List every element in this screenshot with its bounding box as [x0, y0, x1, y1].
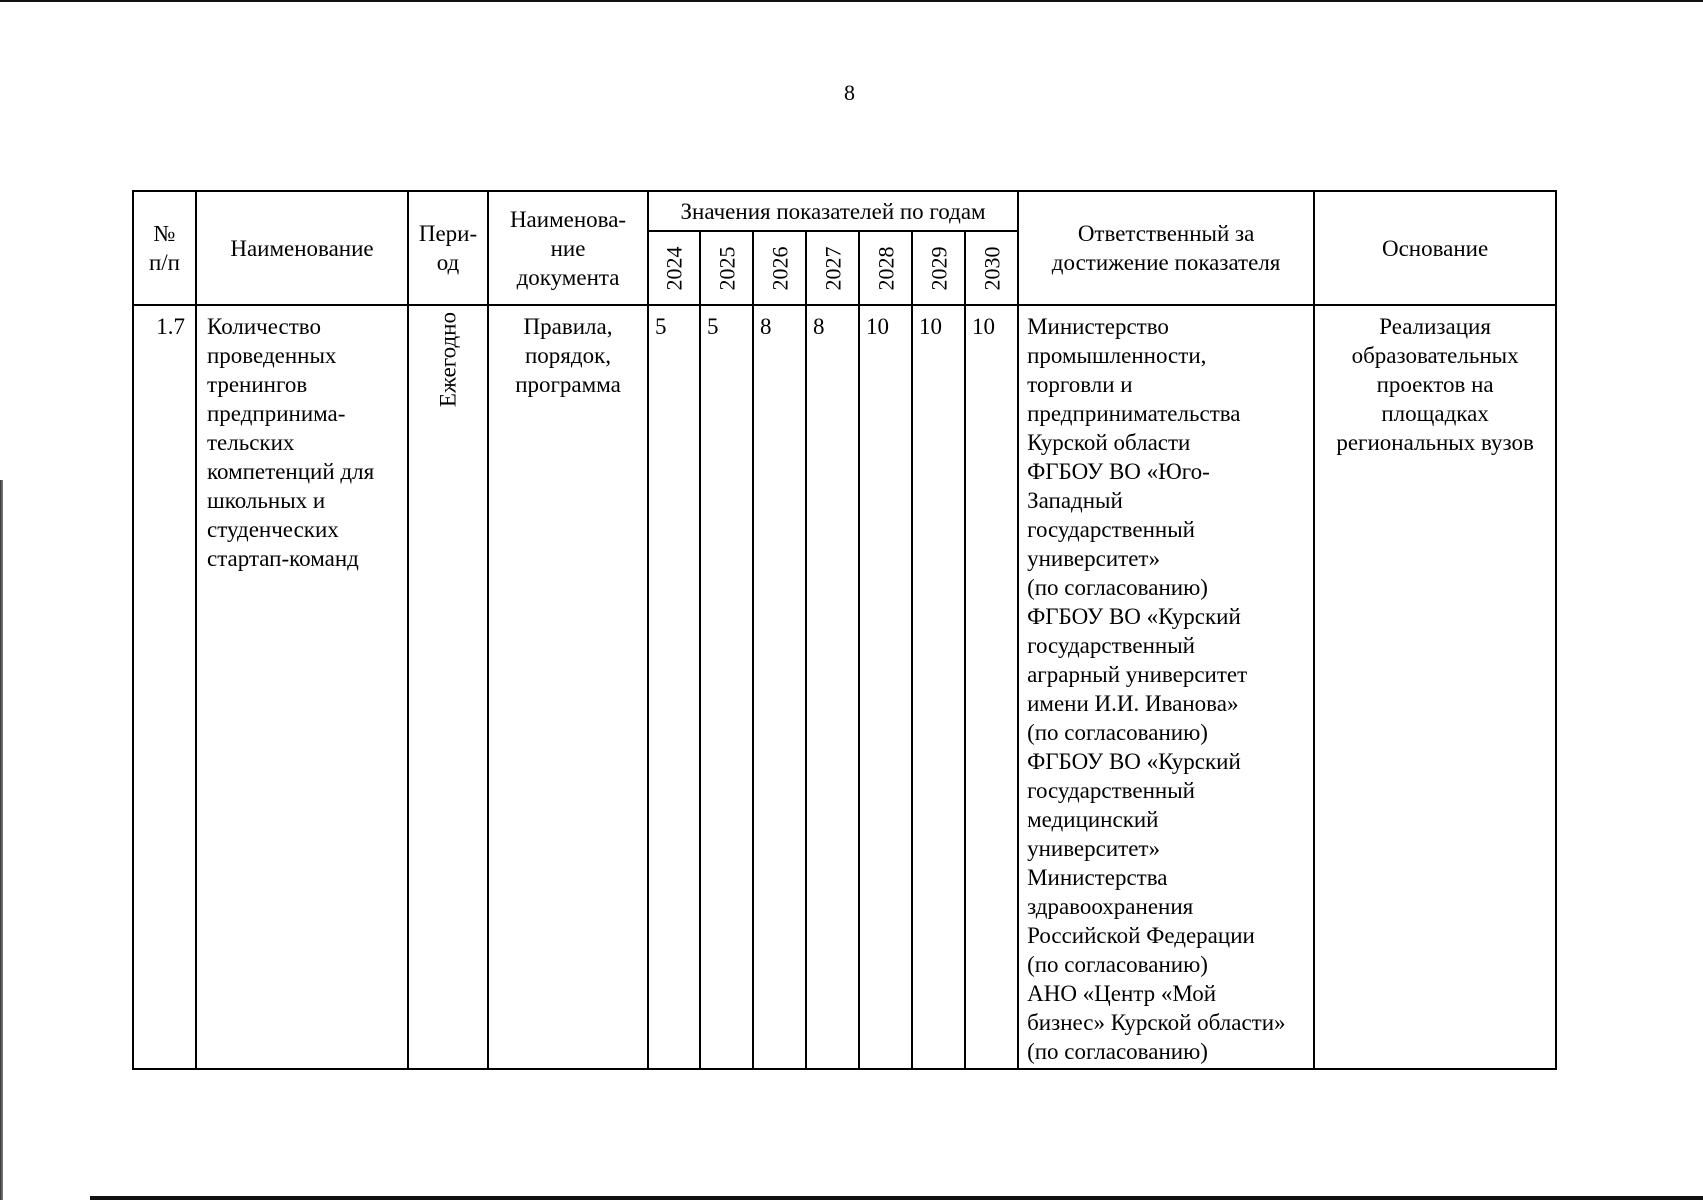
- row-responsible-line: здравоохранения: [1027, 894, 1194, 919]
- row-responsible-line: (по согласованию): [1027, 952, 1208, 977]
- header-period: [408, 191, 488, 305]
- row-responsible-line: медицинский: [1027, 807, 1159, 832]
- row-responsible-line: предпринимательства: [1027, 401, 1241, 426]
- row-responsible-line: ФГБОУ ВО «Курский: [1027, 604, 1241, 629]
- row-responsible-line: бизнес» Курской области»: [1027, 1010, 1286, 1035]
- row-document-line: порядок,: [524, 343, 611, 368]
- header-responsible-line: достижение показателя: [1051, 250, 1281, 275]
- row-basis-line: образовательных: [1351, 343, 1519, 368]
- header-year: [806, 231, 859, 305]
- row-responsible-line: Западный: [1027, 488, 1123, 513]
- header-year-label: 2024: [661, 246, 687, 290]
- header-document: [488, 191, 648, 305]
- row-document: [488, 305, 648, 1069]
- row-name-line: тренингов: [207, 372, 308, 397]
- header-year: [753, 231, 806, 305]
- row-name-line: тельских: [207, 430, 295, 455]
- row-value-2028: 10: [859, 305, 912, 1069]
- row-name: [196, 305, 408, 1069]
- row-name-line: школьных и: [207, 488, 326, 513]
- row-responsible-line: Курской области: [1027, 430, 1191, 455]
- row-value-2024: 5: [648, 305, 700, 1069]
- header-num-line: №: [153, 221, 176, 246]
- row-period: [408, 305, 488, 1069]
- header-document-line: документа: [516, 264, 620, 290]
- row-value-2025: 5: [700, 305, 753, 1069]
- header-year: [648, 231, 700, 305]
- row-responsible-line: ФГБОУ ВО «Юго-: [1027, 459, 1210, 484]
- header-year: [859, 231, 912, 305]
- row-responsible-line: университет»: [1027, 836, 1160, 861]
- row-name-line: компетенций для: [207, 459, 375, 484]
- row-responsible-line: имени И.И. Иванова»: [1027, 691, 1239, 716]
- row-responsible: [1018, 305, 1314, 1069]
- row-basis-line: площадках: [1381, 401, 1489, 426]
- header-responsible: [1018, 191, 1314, 305]
- header-year: [700, 231, 753, 305]
- header-year: [912, 231, 965, 305]
- row-responsible-line: АНО «Центр «Мой: [1027, 981, 1217, 1006]
- scan-edge-left: [0, 480, 3, 1200]
- header-year-label: 2029: [926, 246, 951, 290]
- header-row: [133, 191, 1556, 231]
- row-value-2030: 10: [965, 305, 1018, 1069]
- scan-edge-bottom: [90, 1196, 1703, 1200]
- row-basis-line: проектов на: [1376, 372, 1494, 397]
- header-basis: Основание: [1314, 191, 1556, 305]
- row-responsible-line: ФГБОУ ВО «Курский: [1027, 749, 1241, 774]
- header-year: [965, 231, 1018, 305]
- row-responsible-line: торговли и: [1027, 372, 1133, 397]
- header-values-caption: Значения показателей по годам: [648, 191, 1018, 231]
- table-row: [133, 305, 1556, 1069]
- row-responsible-line: государственный: [1027, 778, 1195, 803]
- header-period-line: Пери-: [418, 221, 478, 246]
- header-document-line: Наименова-: [509, 206, 627, 232]
- header-num: [133, 191, 196, 305]
- row-name-line: Количество: [207, 314, 321, 339]
- row-responsible-line: государственный: [1027, 517, 1195, 542]
- row-num: 1.7: [133, 305, 196, 1069]
- row-name-line: студенческих: [207, 517, 339, 542]
- row-responsible-line: (по согласованию): [1027, 575, 1208, 600]
- row-responsible-line: промышленности,: [1027, 343, 1207, 368]
- row-name-line: проведенных: [207, 343, 337, 368]
- indicators-table: [132, 190, 1557, 1070]
- header-year-label: 2030: [979, 246, 1005, 290]
- row-responsible-line: Российской Федерации: [1027, 923, 1255, 948]
- row-value-2026: 8: [753, 305, 806, 1069]
- row-value-2027: 8: [806, 305, 859, 1069]
- row-responsible-line: аграрный университет: [1027, 662, 1248, 687]
- header-year-label: 2025: [714, 246, 739, 290]
- header-num-line: п/п: [148, 250, 180, 275]
- row-value-2029: 10: [912, 305, 965, 1069]
- header-period-line: од: [436, 250, 460, 275]
- row-responsible-line: Министерства: [1027, 865, 1168, 890]
- row-responsible-line: (по согласованию): [1027, 1039, 1208, 1064]
- row-basis-line: Реализация: [1379, 314, 1491, 339]
- row-responsible-line: Министерство: [1027, 314, 1169, 339]
- page-number: 8: [844, 80, 855, 105]
- header-document-line: ние: [550, 235, 586, 261]
- row-name-line: стартап-команд: [207, 546, 359, 571]
- row-responsible-line: (по согласованию): [1027, 720, 1208, 745]
- header-year-label: 2026: [767, 246, 792, 290]
- header-year-label: 2028: [873, 246, 898, 290]
- row-document-line: программа: [515, 372, 621, 397]
- row-responsible-line: государственный: [1027, 633, 1195, 658]
- row-basis-line: региональных вузов: [1336, 430, 1534, 455]
- header-responsible-line: Ответственный за: [1077, 221, 1255, 246]
- row-period-label: Ежегодно: [435, 312, 461, 408]
- row-name-line: предпринима-: [207, 401, 346, 426]
- header-year-label: 2027: [820, 246, 845, 290]
- row-responsible-line: университет»: [1027, 546, 1160, 571]
- header-name: Наименование: [196, 191, 408, 305]
- scan-edge-top: [0, 0, 1703, 2]
- row-document-line: Правила,: [523, 314, 613, 339]
- row-basis: [1314, 305, 1556, 1069]
